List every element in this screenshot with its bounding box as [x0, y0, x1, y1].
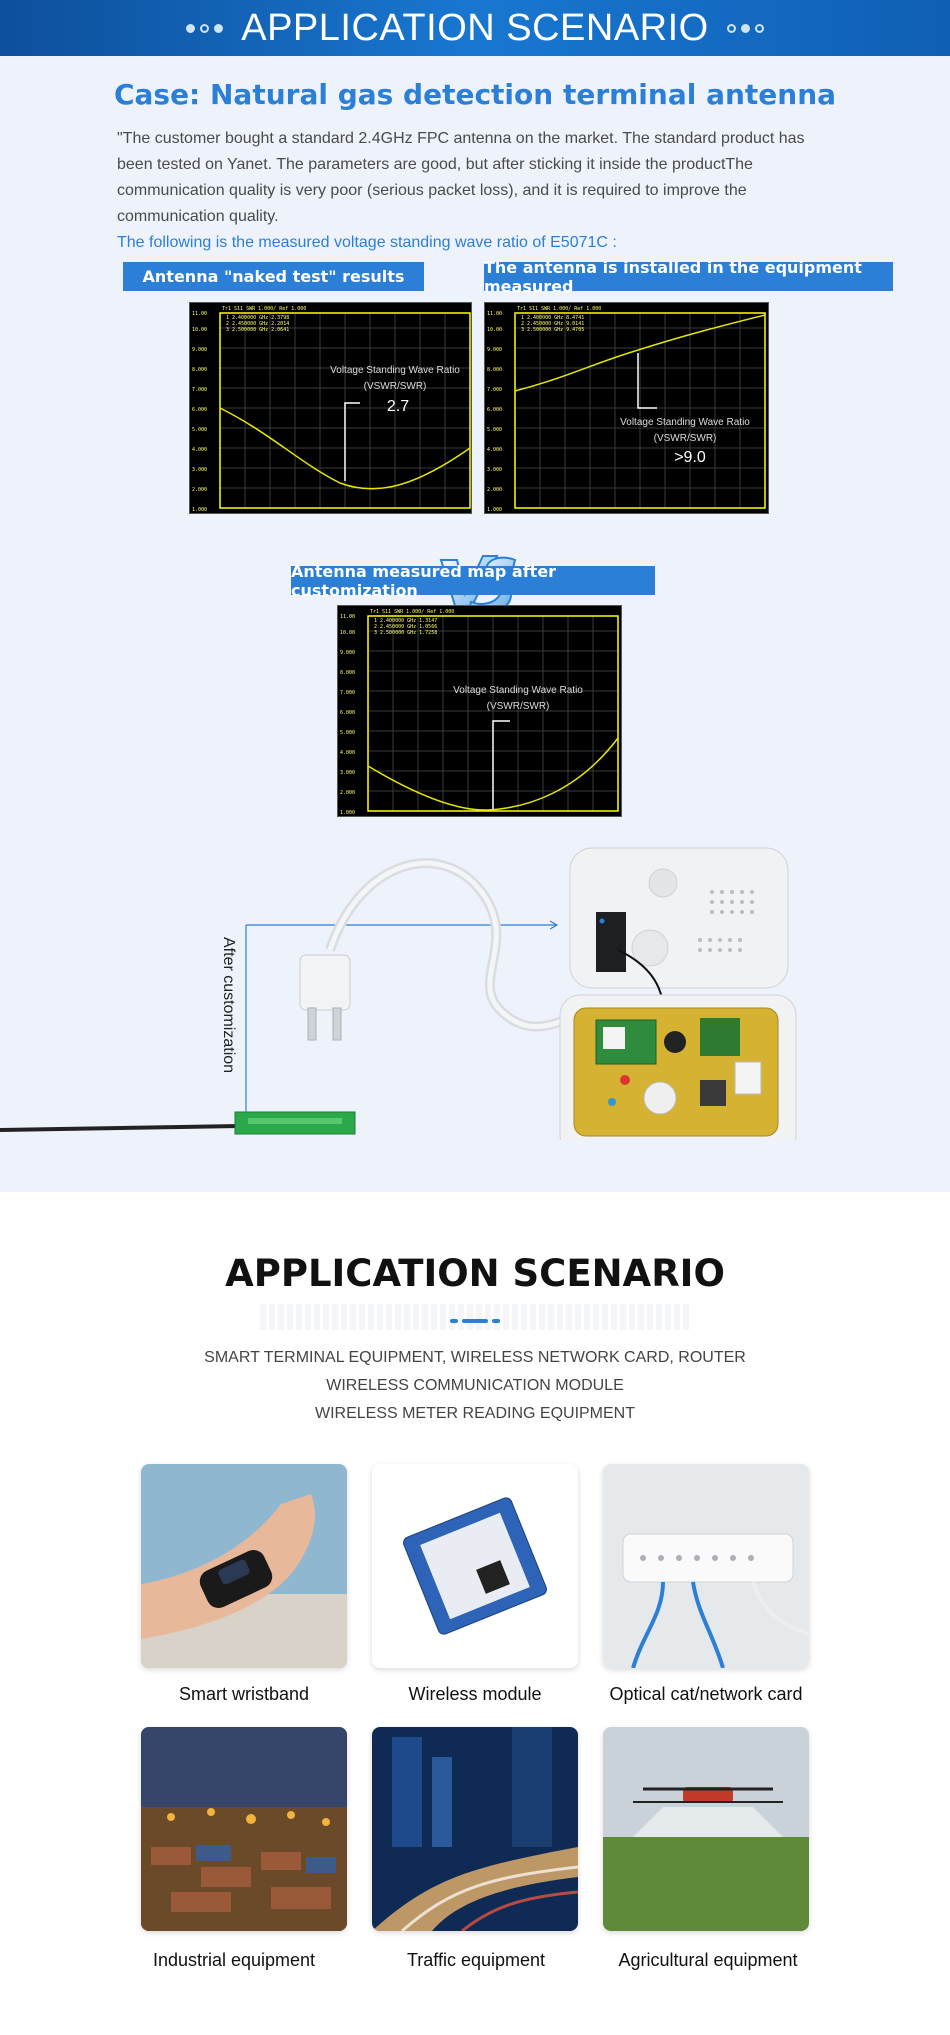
ratio-label-naked: Voltage Standing Wave Ratio [330, 365, 460, 376]
svg-text:3 2.500000 GHz 9.4705: 3 2.500000 GHz 9.4705 [521, 327, 585, 333]
svg-text:3.000: 3.000 [340, 770, 356, 776]
svg-text:6.000: 6.000 [487, 407, 503, 413]
svg-text:10.00: 10.00 [487, 327, 503, 333]
label-naked-test: Antenna "naked test" results [123, 262, 424, 291]
device-enclosure-lid [570, 848, 788, 988]
banner-dots-left [186, 24, 223, 33]
svg-text:6.000: 6.000 [192, 407, 208, 413]
case-title: Case: Natural gas detection terminal antenna [113, 78, 837, 111]
svg-text:4.000: 4.000 [192, 447, 208, 453]
svg-text:5.000: 5.000 [487, 427, 503, 433]
svg-text:8.000: 8.000 [487, 367, 503, 373]
image-agricultural-equipment [603, 1727, 809, 1931]
image-industrial-equipment [141, 1727, 347, 1931]
svg-text:1.000: 1.000 [487, 507, 503, 513]
application-lines [0, 1344, 950, 1428]
svg-text:3 2.500000 GHz 1.7258: 3 2.500000 GHz 1.7258 [374, 630, 438, 636]
svg-text:6.000: 6.000 [340, 710, 356, 716]
image-traffic-equipment [372, 1727, 578, 1931]
header-banner [0, 0, 950, 56]
banner-title: APPLICATION SCENARIO [241, 6, 709, 49]
ratio-sub-installed: (VSWR/SWR) [653, 433, 717, 444]
case-paragraph: "The customer bought a standard 2.4GHz FPC antenna on the market. The standard product has been tested on Yanet. The parameters are good, but after sticking it inside the productThe communication quality is very poor (serious packet loss), and it is required to improve the communication quality. [117, 130, 805, 225]
caption-traffic-equipment: Traffic equipment [406, 1950, 546, 1970]
image-smart-wristband [141, 1464, 347, 1668]
svg-text:1 2.400000 GHz 1.3147: 1 2.400000 GHz 1.3147 [374, 618, 438, 624]
ratio-label-installed: Voltage Standing Wave Ratio [620, 417, 750, 428]
application-line: WIRELESS COMMUNICATION MODULE [326, 1377, 624, 1394]
banner-dots-right [727, 24, 764, 33]
case-description [117, 126, 837, 256]
device-illustration [0, 780, 950, 1140]
device-enclosure-base [560, 995, 796, 1140]
label-installed: The antenna is installed in the equipment measured [484, 262, 893, 291]
svg-text:3 2.500000 GHz 2.0641: 3 2.500000 GHz 2.0641 [226, 327, 290, 333]
measured-note: The following is the measured voltage standing wave ratio of E5071C : [117, 234, 617, 251]
svg-text:1 2.400000 GHz 8.4741: 1 2.400000 GHz 8.4741 [521, 315, 585, 321]
svg-text:8.000: 8.000 [340, 670, 356, 676]
ratio-sub-customized: (VSWR/SWR) [486, 701, 550, 712]
caption-optical-network-card: Optical cat/network card [609, 1684, 803, 1704]
application-title: APPLICATION SCENARIO [225, 1252, 725, 1295]
svg-text:11.00: 11.00 [487, 311, 503, 317]
svg-text:9.000: 9.000 [487, 347, 503, 353]
svg-text:Tr1 S11 SWR 1.000/ Ref 1.000: Tr1 S11 SWR 1.000/ Ref 1.000 [517, 306, 602, 312]
svg-text:7.000: 7.000 [487, 387, 503, 393]
vswr-scope-installed [484, 302, 769, 514]
image-optical-network-card [603, 1464, 809, 1668]
caption-industrial-equipment: Industrial equipment [152, 1950, 316, 1970]
svg-text:1.000: 1.000 [192, 507, 208, 513]
svg-text:7.000: 7.000 [340, 690, 356, 696]
svg-text:5.000: 5.000 [340, 730, 356, 736]
antenna-cable [0, 1126, 240, 1130]
svg-text:Tr1 S11 SWR 1.000/ Ref 1.000: Tr1 S11 SWR 1.000/ Ref 1.000 [370, 609, 455, 615]
svg-text:4.000: 4.000 [340, 750, 356, 756]
vswr-value-naked: 2.7 [386, 398, 410, 415]
svg-text:2.000: 2.000 [192, 487, 208, 493]
svg-text:10.00: 10.00 [192, 327, 208, 333]
ratio-label-customized: Voltage Standing Wave Ratio [453, 685, 583, 696]
svg-text:11.00: 11.00 [192, 311, 208, 317]
svg-text:9.000: 9.000 [340, 650, 356, 656]
title-watermark [260, 1304, 690, 1330]
label-customized: Antenna measured map after customization [291, 566, 655, 595]
svg-text:Tr1 S11 SWR 1.000/ Ref 1.000: Tr1 S11 SWR 1.000/ Ref 1.000 [222, 306, 307, 312]
image-wireless-module [372, 1464, 578, 1668]
vswr-scope-naked [189, 302, 472, 514]
application-section [0, 1192, 950, 2035]
svg-text:3.000: 3.000 [487, 467, 503, 473]
svg-text:11.00: 11.00 [340, 614, 356, 620]
caption-wireless-module: Wireless module [408, 1684, 542, 1704]
svg-text:1.000: 1.000 [340, 810, 356, 816]
power-plug [300, 955, 350, 1040]
svg-text:2 2.450000 GHz 1.0566: 2 2.450000 GHz 1.0566 [374, 624, 438, 630]
svg-text:5.000: 5.000 [192, 427, 208, 433]
caption-agricultural-equipment: Agricultural equipment [618, 1950, 798, 1970]
application-line: SMART TERMINAL EQUIPMENT, WIRELESS NETWORK CARD, ROUTER [204, 1349, 746, 1366]
svg-text:10.00: 10.00 [340, 630, 356, 636]
svg-text:1 2.400000 GHz 2.3798: 1 2.400000 GHz 2.3798 [226, 315, 290, 321]
svg-text:2 2.450000 GHz 2.2014: 2 2.450000 GHz 2.2014 [226, 321, 290, 327]
title-underline-decoration [450, 1319, 500, 1323]
svg-text:2 2.450000 GHz 9.0141: 2 2.450000 GHz 9.0141 [521, 321, 585, 327]
svg-text:2.000: 2.000 [340, 790, 356, 796]
after-customization-label: After customization [220, 936, 237, 1074]
ratio-sub-naked: (VSWR/SWR) [363, 381, 427, 392]
svg-text:3.000: 3.000 [192, 467, 208, 473]
vswr-value-installed: >9.0 [674, 449, 706, 466]
svg-text:2.000: 2.000 [487, 487, 503, 493]
svg-text:8.000: 8.000 [192, 367, 208, 373]
svg-text:7.000: 7.000 [192, 387, 208, 393]
svg-text:9.000: 9.000 [192, 347, 208, 353]
svg-text:4.000: 4.000 [487, 447, 503, 453]
application-line: WIRELESS METER READING EQUIPMENT [314, 1405, 636, 1422]
caption-smart-wristband: Smart wristband [178, 1684, 310, 1704]
